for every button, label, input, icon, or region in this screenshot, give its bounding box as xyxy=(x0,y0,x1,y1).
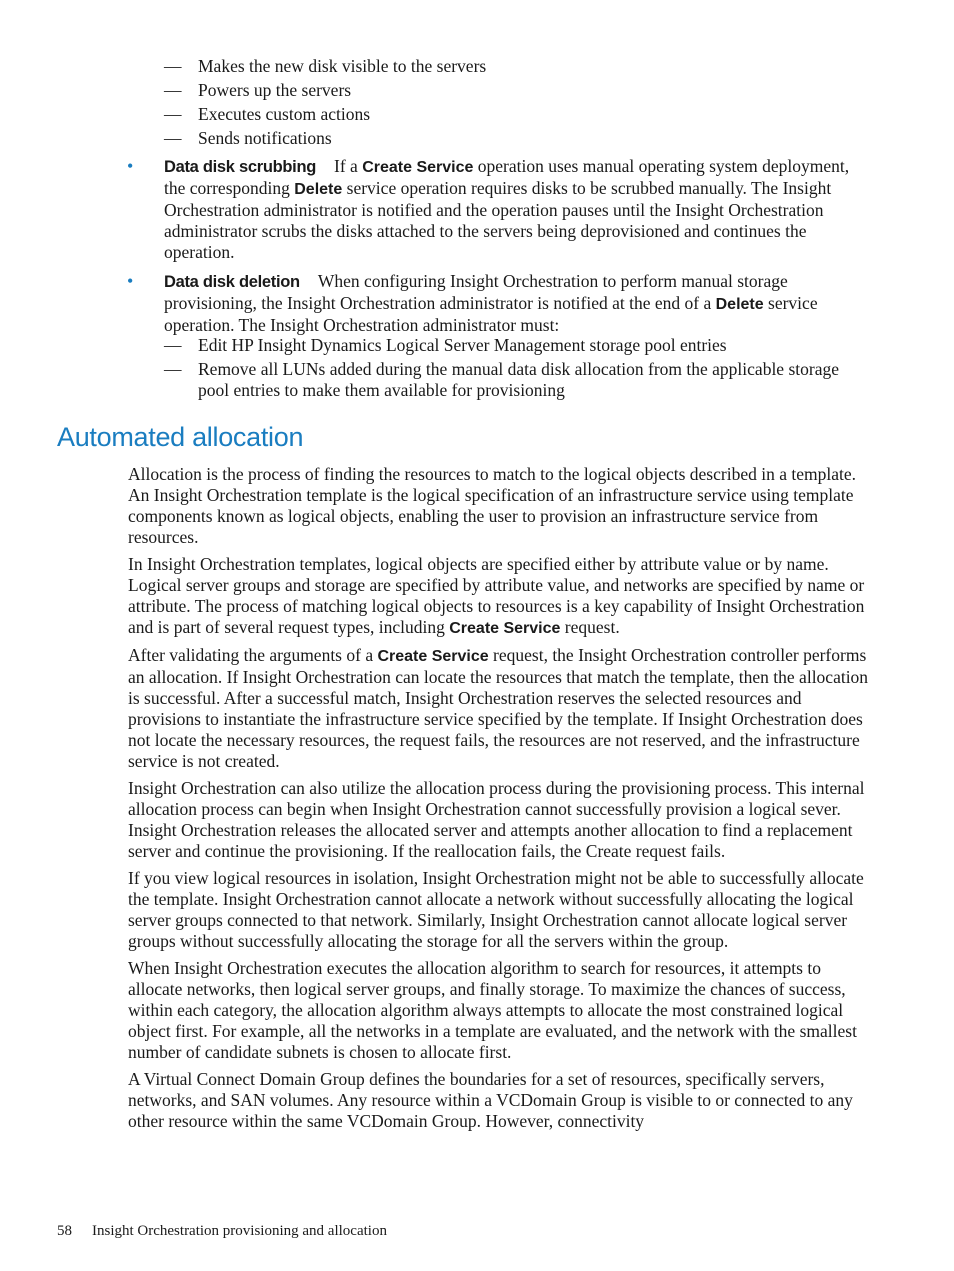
page-number: 58 xyxy=(57,1223,72,1239)
section-title: Automated allocation xyxy=(57,422,304,452)
term-label: Data disk scrubbing xyxy=(164,158,317,176)
footer-title: Insight Orchestration provisioning and allocation xyxy=(92,1223,387,1239)
list-item: — Executes custom actions xyxy=(164,104,371,124)
paragraph: A Virtual Connect Domain Group defines the boundaries for a set of resources, specifically servers, networks, and SAN volumes. Any resource within a VCDomain Group is visible to or connected to any other resource within the same VCDomain Group. However, connectivity xyxy=(128,1069,853,1131)
command-name: Create Service xyxy=(449,620,561,637)
dash-marker: — xyxy=(164,80,182,100)
paragraph: Insight Orchestration can also utilize the allocation process during the provisioning process. This internal allocation process can begin when Insight Orchestration cannot successfully provision a logical sever. Insight Orchestration releases the allocated server and attempts another allocation to find a replacement server and continue the provisioning. If the reallocation fails, the Create request fails. xyxy=(128,778,865,861)
command-name: Delete xyxy=(294,181,343,198)
bullet-text: Data disk deletion When configuring Insight Orchestration to perform manual storage provisioning, the Insight Orchestration administrator is notified at the end of a Delete service operation. The Insight Orchestration administrator must: xyxy=(164,271,818,335)
deletion-sub-list xyxy=(164,335,864,401)
bullet-data-disk-scrubbing xyxy=(127,156,872,263)
dash-marker: — xyxy=(164,335,182,355)
command-name: Create Service xyxy=(362,159,474,176)
page-footer xyxy=(57,1221,387,1241)
command-name: Delete xyxy=(715,296,764,313)
bullet-dot-icon: • xyxy=(127,271,134,291)
paragraph: When Insight Orchestration executes the allocation algorithm to search for resources, it attempts to allocate networks, then logical server groups, and finally storage. To maximize the chances of success, within each category, the allocation algorithm always attempts to allocate the most constrained logical object first. For example, all the networks in a template are evaluated, and the network with the smallest number of candidate subnets is chosen to allocate first. xyxy=(128,958,857,1062)
bullet-data-disk-deletion xyxy=(127,271,872,336)
paragraph: If you view logical resources in isolation, Insight Orchestration might not be able to successfully allocate the template. Insight Orchestration cannot allocate a network without successfully allocating the logical server groups connected to that network. Similarly, Insight Orchestration cannot allocate logical server groups without successfully allocating the storage for all the servers within the group. xyxy=(128,868,864,951)
list-item: — Edit HP Insight Dynamics Logical Server Management storage pool entries xyxy=(164,335,727,355)
term-label: Data disk deletion xyxy=(164,273,300,291)
dash-marker: — xyxy=(164,359,182,379)
command-name: Create Service xyxy=(377,648,489,665)
paragraph: In Insight Orchestration templates, logical objects are specified either by attribute value or by name. Logical server groups and storage are specified by attribute value, and networks are specified by name or attribute. The process of matching logical objects to resources is a key capability of Insight Orchestration and is part of several request types, including Create Service request. xyxy=(128,554,865,637)
list-item: — Powers up the servers xyxy=(164,80,352,100)
dash-marker: — xyxy=(164,104,182,124)
section-body xyxy=(128,464,870,1138)
list-item: — Sends notifications xyxy=(164,128,332,148)
paragraph: Allocation is the process of finding the resources to match to the logical objects described in a template. An Insight Orchestration template is the logical specification of an infrastructure service using template components known as logical objects, enabling the user to provision an infrastructure service from resources. xyxy=(128,464,856,547)
dash-marker: — xyxy=(164,56,182,76)
bullet-text: Data disk scrubbing If a Create Service operation uses manual operating system deployment, the corresponding Delete service operation requires disks to be scrubbed manually. The Insight Orchestration administrator is notified and the operation pauses until the Insight Orchestration administrator scrubs the disks attached to the servers being deprovisioned and continues the operation. xyxy=(164,156,850,262)
dash-marker: — xyxy=(164,128,182,148)
top-dash-list xyxy=(164,54,864,150)
list-item: — Makes the new disk visible to the servers xyxy=(164,56,487,76)
list-item: — Remove all LUNs added during the manual data disk allocation from the applicable storage pool entries to make them available for provisioning xyxy=(164,359,839,400)
bullet-dot-icon: • xyxy=(127,156,134,176)
paragraph: After validating the arguments of a Create Service request, the Insight Orchestration controller performs an allocation. If Insight Orchestration can locate the resources that match the template, then the allocation is successful. After a successful match, Insight Orchestration reserves the selected resources and provisions to instantiate the infrastructure service specified by the template. If Insight Orchestration does not locate the necessary resources, the request fails, the resources are not reserved, and the infrastructure service is not created. xyxy=(128,645,869,771)
